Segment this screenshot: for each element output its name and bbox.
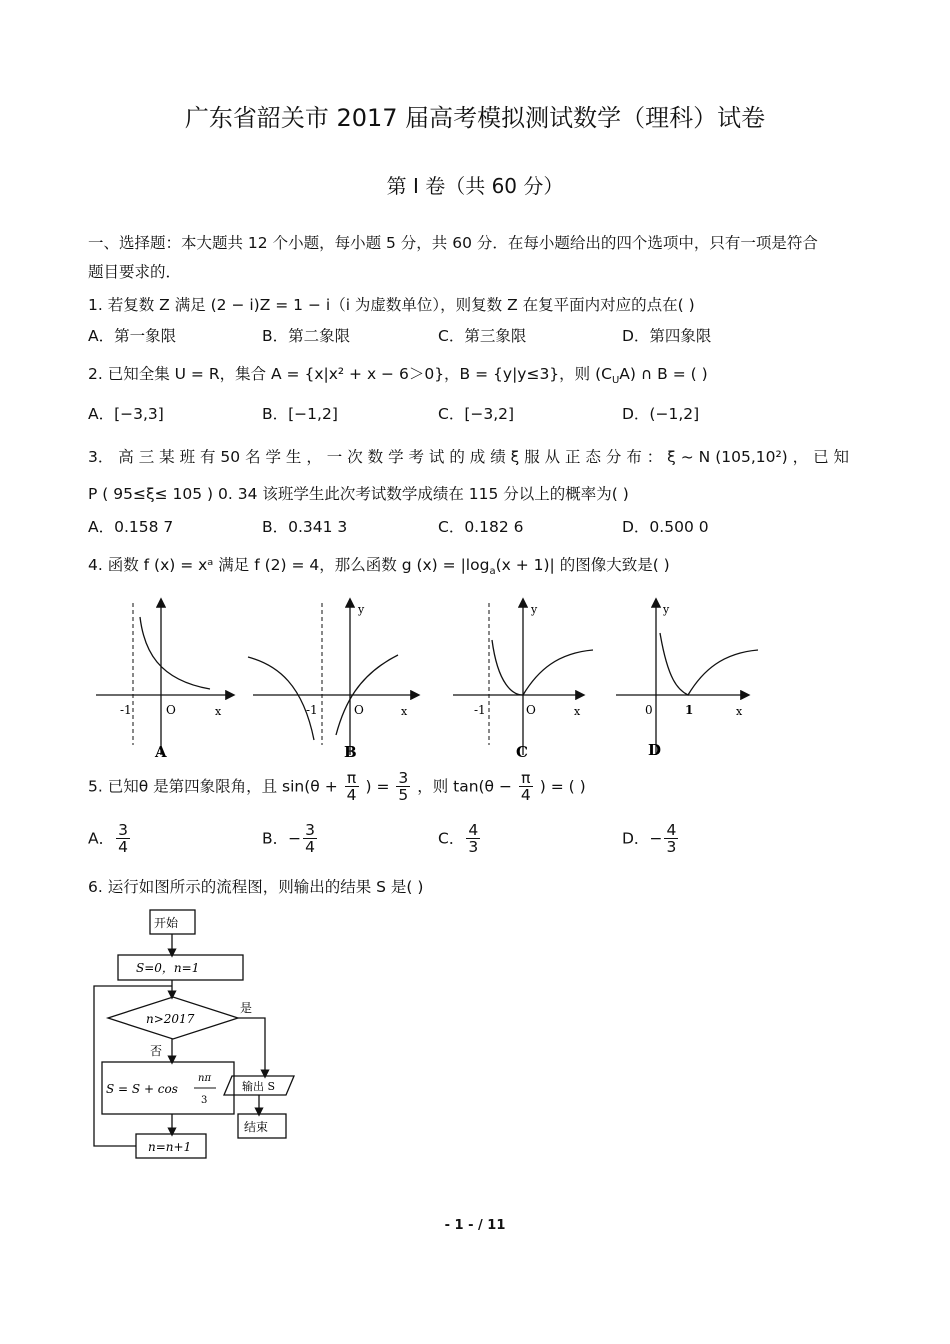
flow-assign-den: 3 [201,1095,208,1106]
graph-d-x-label: x [736,705,743,718]
graph-d-one: 1 [685,703,694,717]
graph-b-label: B [344,743,357,761]
q5-stem-d: ) = ( ) [539,777,586,796]
graph-d-zero: 0 [645,703,653,717]
q5-frac-den: 4 [346,786,357,805]
q5-opt-sign: − [649,829,663,848]
q4-stem-text: 4. 函数 f (x) = xᵃ 满足 f (2) = 4，那么函数 g (x) = |log [88,556,490,574]
q5-opt-num: 4 [666,821,677,839]
question-3-stem-cont: P ( 95≤ξ≤ 105 ) 0. 34 该班学生此次考试数学成绩在 115 分以上的概率为( ) [88,485,629,503]
question-1-stem: 1. 若复数 Z 满足 (2 − i)Z = 1 − i（i 为虚数单位），则复数 Z 在复平面内对应的点在( ) [88,296,695,314]
graph-d-y-label: y [663,603,670,616]
q5-option-a [88,822,132,856]
q3-option-c: C．0.182 6 [438,518,524,536]
q5-opt-sign: − [288,829,302,848]
q5-stem-a: 5. 已知θ 是第四象限角，且 sin(θ + [88,777,338,796]
section-subtitle: 第 I 卷（共 60 分） [386,174,564,198]
q2-subscript: U [611,375,620,387]
q1-option-b: B．第二象限 [262,327,351,345]
q1-option-a: A．第一象限 [88,327,177,345]
section-intro-cont: 题目要求的． [88,263,182,281]
flow-assign: S = S + cos [106,1082,178,1096]
q2-stem-tail: A) ∩ B = ( ) [619,365,708,383]
graph-c-y-label: y [531,603,538,616]
graph-c-x-label: x [574,705,581,718]
q3-option-b: B．0.341 3 [262,518,348,536]
q5-opt-label: C． [438,829,465,848]
flow-output: 输出 S [242,1080,276,1093]
flow-assign-num: nπ [198,1073,212,1084]
q2-option-c: C．[−3,2] [438,405,515,423]
q5-opt-num: 3 [305,821,316,839]
graph-b [248,600,418,761]
q4-graphs [88,595,768,765]
question-2-stem [88,362,708,386]
graph-b-x-label: x [401,705,408,718]
graph-c [453,600,593,761]
question-6-stem: 6. 运行如图所示的流程图，则输出的结果 S 是( ) [88,878,424,896]
question-5-stem [88,770,586,804]
q5-opt-den: 4 [305,838,316,857]
q1-option-c: C．第三象限 [438,327,527,345]
flow-yes: 是 [240,1001,253,1015]
q3-option-d: D．0.500 0 [622,518,709,536]
graph-a-neg-one: -1 [120,703,132,717]
page-number: - 1 - / 11 [444,1218,506,1233]
graph-d [616,600,758,759]
q3-option-a: A．0.158 7 [88,518,174,536]
graph-a-origin: O [166,703,176,717]
graph-a-label: A [155,743,167,761]
page-title: 广东省韶关市 2017 届高考模拟测试数学（理科）试卷 [184,104,766,132]
q5-option-d [622,822,680,856]
flow-end: 结束 [244,1120,269,1134]
q5-opt-num: 3 [118,821,128,839]
q5-stem-b: ) = [365,777,390,796]
q5-frac-den: 5 [398,786,409,805]
q5-frac-3-5 [396,770,410,804]
graph-c-label: C [516,743,528,761]
q2-stem-text: 2. 已知全集 U = R，集合 A = {x|x² + x − 6＞0}，B = {y|y≤3}，则 (C [88,365,612,383]
flow-no: 否 [150,1044,163,1058]
graph-b-neg-one: -1 [306,703,318,717]
q5-opt-den: 4 [118,838,128,857]
q5-opt-label: D． [622,829,650,848]
graph-c-neg-one: -1 [474,703,486,717]
q5-opt-frac [664,822,678,856]
flow-condition: n>2017 [146,1012,195,1026]
q5-frac-num: π [519,770,533,787]
graph-a-x-label: x [215,705,222,718]
q5-opt-label: B． [262,829,289,848]
q5-frac-num: 3 [398,769,409,787]
q5-frac-pi-4 [345,770,359,804]
q2-option-a: A．[−3,3] [88,405,164,423]
q5-option-b [262,822,319,856]
graph-a [96,600,233,761]
graph-b-y-label: y [358,603,365,616]
section-intro: 一、选择题：本大题共 12 个小题，每小题 5 分，共 60 分．在每小题给出的四个选项中，只有一项是符合 [88,234,818,252]
q5-opt-frac [303,822,317,856]
q4-subscript: a [489,566,496,578]
q5-opt-frac [466,822,480,856]
flow-init: S=0，n=1 [136,961,200,975]
q2-option-b: B．[−1,2] [262,405,338,423]
flow-increment: n=n+1 [148,1140,192,1154]
q5-stem-c: ，则 tan(θ − [417,777,512,796]
q5-option-c [438,822,482,856]
q5-opt-den: 3 [666,838,677,857]
q6-flowchart [88,900,328,1180]
question-3-stem: 3． 高 三 某 班 有 50 名 学 生 ， 一 次 数 学 考 试 的 成 绩 ξ 服 从 正 态 分 布 ： ξ ~ N (105,10²) ， 已 知 [88,448,850,466]
q5-opt-num: 4 [468,821,479,839]
q5-opt-label: A． [88,829,115,848]
flow-start: 开始 [154,916,179,930]
q5-frac-pi-4-b [519,770,533,804]
q5-frac-num: π [345,770,359,787]
q5-frac-den: 4 [520,786,531,805]
graph-b-origin: O [354,703,364,717]
q1-option-d: D．第四象限 [622,327,712,345]
q5-opt-den: 3 [468,838,479,857]
q4-stem-tail: (x + 1)| 的图像大致是( ) [495,556,670,574]
graph-d-label: D [648,741,662,759]
q5-opt-frac [116,822,130,856]
question-4-stem [88,553,670,577]
graph-c-origin: O [526,703,536,717]
q2-option-d: D．(−1,2] [622,405,700,423]
